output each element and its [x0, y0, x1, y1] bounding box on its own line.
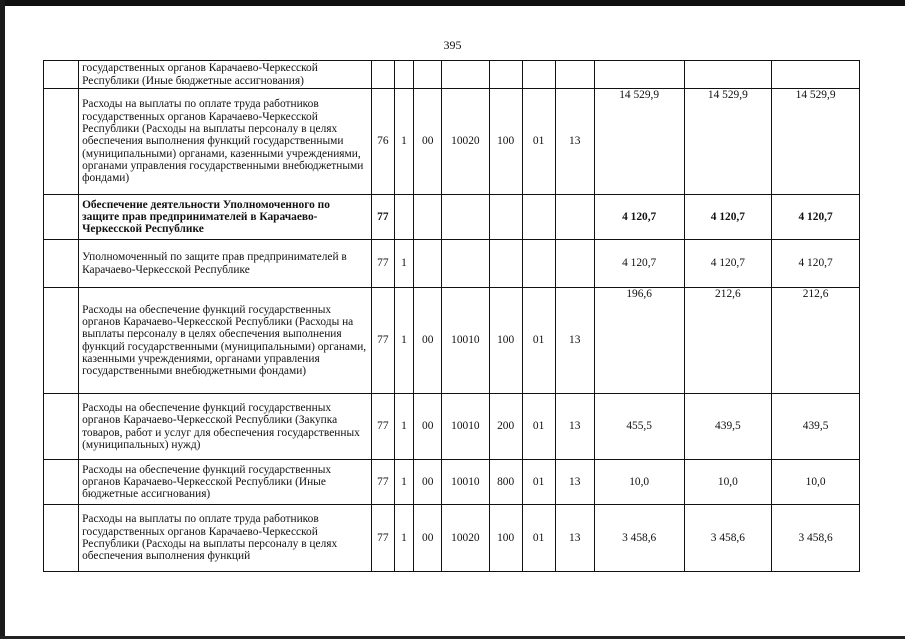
code-cell-1: 77: [372, 505, 395, 572]
code-cell-6: [522, 61, 555, 89]
amount-year-2-cell: 4 120,7: [684, 240, 772, 288]
code-cell-2: 1: [394, 505, 414, 572]
code-cell-7: [555, 195, 594, 240]
table-row: [44, 195, 860, 240]
page-number: 395: [443, 38, 462, 52]
table-row: [44, 505, 860, 572]
code-cell-5: [489, 240, 522, 288]
code-cell-4: 10010: [442, 288, 489, 394]
code-cell-2: 1: [394, 394, 414, 460]
table-row: [44, 240, 860, 288]
code-cell-5: [489, 195, 522, 240]
scan-top-edge: [0, 0, 905, 6]
code-cell-1: 77: [372, 460, 395, 505]
table-row: [44, 89, 860, 195]
table-body: [44, 61, 860, 572]
code-cell-2: 1: [394, 460, 414, 505]
table-row: [44, 460, 860, 505]
code-cell-1: 77: [372, 288, 395, 394]
code-cell-6: 01: [522, 505, 555, 572]
code-cell-4: 10010: [442, 460, 489, 505]
amount-year-3-cell: 10,0: [772, 460, 860, 505]
amount-year-3-cell: 4 120,7: [772, 240, 860, 288]
row-index-cell: [44, 89, 79, 195]
amount-year-2-cell: 10,0: [684, 460, 772, 505]
code-cell-5: 200: [489, 394, 522, 460]
amount-year-1-cell: [594, 61, 684, 89]
row-index-cell: [44, 505, 79, 572]
table-row: [44, 61, 860, 89]
code-cell-3: [414, 195, 442, 240]
budget-table: [43, 60, 860, 572]
amount-year-1-cell: 3 458,6: [594, 505, 684, 572]
code-cell-6: [522, 195, 555, 240]
description-cell: Расходы на обеспечение функций государственных органов Карачаево-Черкесской Республики (Расходы на выплаты персоналу в целях обеспечения выполнения функций государственными (муниципальными) органами, казенными учреждениями, органами управления государственными внебюджетными фондами): [79, 288, 372, 394]
code-cell-7: 13: [555, 505, 594, 572]
code-cell-5: 100: [489, 505, 522, 572]
code-cell-3: [414, 240, 442, 288]
code-cell-7: 13: [555, 288, 594, 394]
amount-year-2-cell: 439,5: [684, 394, 772, 460]
code-cell-5: 100: [489, 89, 522, 195]
code-cell-2: 1: [394, 89, 414, 195]
amount-year-1-cell: 4 120,7: [594, 240, 684, 288]
code-cell-7: [555, 61, 594, 89]
amount-year-1-cell: 14 529,9: [594, 89, 684, 195]
description-cell: Расходы на обеспечение функций государственных органов Карачаево-Черкесской Республики (Закупка товаров, работ и услуг для обеспечения государственных (муниципальных) нужд): [79, 394, 372, 460]
code-cell-6: 01: [522, 288, 555, 394]
amount-year-1-cell: 10,0: [594, 460, 684, 505]
amount-year-2-cell: 14 529,9: [684, 89, 772, 195]
code-cell-1: 77: [372, 240, 395, 288]
code-cell-3: 00: [414, 505, 442, 572]
code-cell-4: 10020: [442, 89, 489, 195]
row-index-cell: [44, 61, 79, 89]
amount-year-1-cell: 455,5: [594, 394, 684, 460]
code-cell-2: 1: [394, 288, 414, 394]
code-cell-7: 13: [555, 460, 594, 505]
description-cell: Расходы на выплаты по оплате труда работников государственных органов Карачаево-Черкесской Республики (Расходы на выплаты персоналу в целях обеспечения выполнения функций: [79, 505, 372, 572]
code-cell-1: 76: [372, 89, 395, 195]
amount-year-3-cell: 14 529,9: [772, 89, 860, 195]
code-cell-4: 10020: [442, 505, 489, 572]
amount-year-3-cell: 4 120,7: [772, 195, 860, 240]
row-index-cell: [44, 288, 79, 394]
description-cell: государственных органов Карачаево-Черкесской Республики (Иные бюджетные ассигнования): [79, 61, 372, 89]
code-cell-4: [442, 61, 489, 89]
code-cell-1: 77: [372, 195, 395, 240]
scan-left-edge: [0, 0, 5, 639]
code-cell-5: [489, 61, 522, 89]
row-index-cell: [44, 195, 79, 240]
code-cell-4: [442, 240, 489, 288]
description-cell: Уполномоченный по защите прав предпринимателей в Карачаево-Черкесской Республике: [79, 240, 372, 288]
row-index-cell: [44, 394, 79, 460]
code-cell-3: 00: [414, 89, 442, 195]
description-cell: Расходы на выплаты по оплате труда работников государственных органов Карачаево-Черкесской Республики (Расходы на выплаты персоналу в целях обеспечения выполнения функций государственными (муниципальными) органами, казенными учреждениями, органами управления государственными внебюджетными фондами): [79, 89, 372, 195]
table-row: [44, 394, 860, 460]
code-cell-2: [394, 195, 414, 240]
code-cell-6: 01: [522, 394, 555, 460]
amount-year-3-cell: 212,6: [772, 288, 860, 394]
description-cell: Расходы на обеспечение функций государственных органов Карачаево-Черкесской Республики (Иные бюджетные ассигнования): [79, 460, 372, 505]
amount-year-2-cell: 4 120,7: [684, 195, 772, 240]
amount-year-2-cell: 212,6: [684, 288, 772, 394]
code-cell-6: 01: [522, 89, 555, 195]
code-cell-1: [372, 61, 395, 89]
amount-year-3-cell: 439,5: [772, 394, 860, 460]
code-cell-3: 00: [414, 460, 442, 505]
row-index-cell: [44, 240, 79, 288]
code-cell-5: 100: [489, 288, 522, 394]
code-cell-3: 00: [414, 394, 442, 460]
amount-year-2-cell: 3 458,6: [684, 505, 772, 572]
amount-year-1-cell: 4 120,7: [594, 195, 684, 240]
table-row: [44, 288, 860, 394]
code-cell-2: [394, 61, 414, 89]
code-cell-6: 01: [522, 460, 555, 505]
code-cell-6: [522, 240, 555, 288]
code-cell-7: [555, 240, 594, 288]
row-index-cell: [44, 460, 79, 505]
description-cell: Обеспечение деятельности Уполномоченного по защите прав предпринимателей в Карачаево-Черкесской Республике: [79, 195, 372, 240]
amount-year-1-cell: 196,6: [594, 288, 684, 394]
code-cell-1: 77: [372, 394, 395, 460]
amount-year-3-cell: [772, 61, 860, 89]
code-cell-4: [442, 195, 489, 240]
amount-year-2-cell: [684, 61, 772, 89]
code-cell-7: 13: [555, 89, 594, 195]
code-cell-5: 800: [489, 460, 522, 505]
code-cell-3: [414, 61, 442, 89]
code-cell-4: 10010: [442, 394, 489, 460]
code-cell-7: 13: [555, 394, 594, 460]
code-cell-3: 00: [414, 288, 442, 394]
amount-year-3-cell: 3 458,6: [772, 505, 860, 572]
code-cell-2: 1: [394, 240, 414, 288]
